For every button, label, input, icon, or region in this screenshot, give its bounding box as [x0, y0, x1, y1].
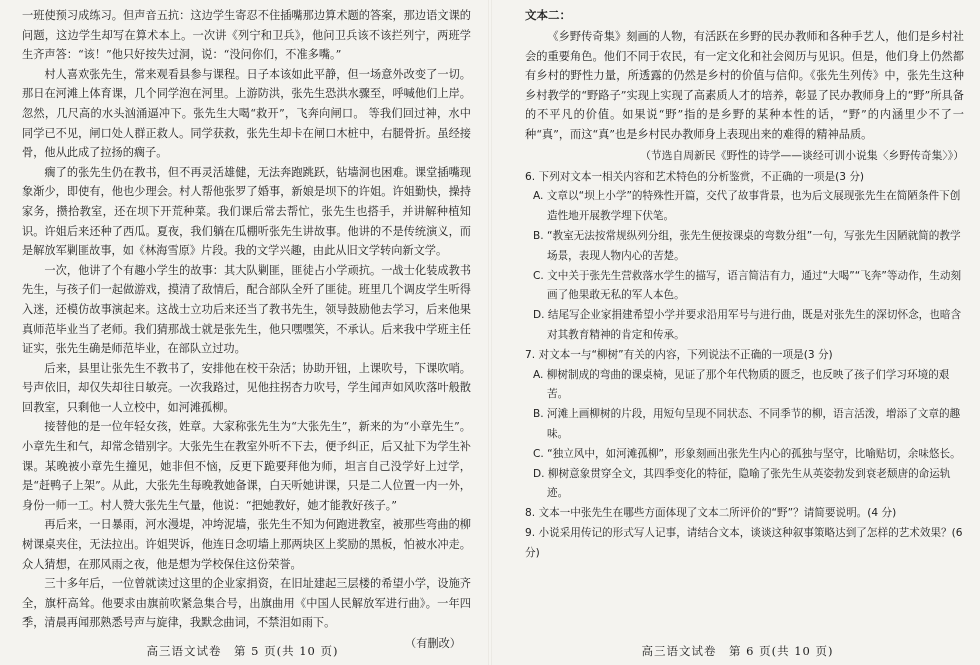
passage-body — [22, 6, 471, 633]
option-a: A. 文章以“坝上小学”的特殊性开篇，交代了故事背景，也为后文展现张先生在简陋条件下创造性地开展教学埋下伏笔。 — [533, 190, 961, 223]
option-d: D. 柳树意象贯穿全文，其四季变化的特征，隐喻了张先生从英姿勃发到衰老颓唐的命运轨迹。 — [533, 467, 951, 500]
page-footer: 高三语文试卷 第 6 页(共 10 页) — [641, 644, 834, 658]
passage-paragraph: 一班使预习成练习。但声音五抗：这边学生寄忍不住插嘴那边算术题的答案，那边语文课的问题，这边学生却写在算术本上。一次讲《列宁和卫兵》，他问卫兵该不该拦列宁，两班学生齐声答：“该！”他只好按失过洞，说：“没问你们，不准多嘴。” — [22, 9, 471, 62]
question-stem: 7. 对文本一与“柳树”有关的内容，下列说法不正确的一项是(3 分) — [525, 348, 833, 361]
passage-paragraph: 村人喜欢张先生，常来观看县参与课程。日子本该如此平静，但一场意外改变了一切。那日在河滩上体育课，几个同学泡在河里。上游防洪，张先生恐洪水骤至，呼喊他们上岸。忽然，几尺高的水头汹涌逼冲下。张先生大喝“救开”，飞奔向闸口。 等我们回过神，水中同学已不见，闸口处人群正救人。同学获救，张先生却卡在闸口木桩中，右腿骨折。虽经接骨，他从此成了拉扬的瘸子。 — [22, 67, 471, 160]
passage-paragraph: 后来，县里让张先生不教书了，安排他在校干杂活；协助开钮，上课吹号，下课吹哨。号声依旧，却仅失却往日敏亮。一次我路过，见他拄拐杏力吹号，学生闻声如风吹落叶般散回教室，只剩他一人立校中，如河滩孤柳。 — [22, 361, 471, 414]
question-stem: 6. 下列对文本一相关内容和艺术特色的分析鉴赏，不正确的一项是(3 分) — [525, 170, 865, 183]
exam-page-6 — [495, 0, 980, 665]
question-7 — [525, 346, 964, 504]
option-b: B. “教室无法按常规纵列分组，张先生便按课桌的弯数分组”一句，写张先生因陋就简的教学场景，表现人物内心的苦楚。 — [533, 229, 961, 262]
text-two-heading: 文本二： — [525, 8, 571, 22]
passage-paragraph: 再后来，一日暴雨，河水漫堤，冲垮泥墙，张先生不知为何跑进教室，被那些弯曲的柳树课桌夹住，无法拉出。许姐哭诉，他连日念叨墙上那两块区上奖励的黑板，怕被水冲走。众人猜想，在那风雨之夜，他是想为学校保住这份荣誉。 — [22, 518, 471, 571]
page-footer: 高三语文试卷 第 5 页(共 10 页) — [146, 644, 339, 658]
exam-page-5 — [0, 0, 485, 665]
option-a: A. 柳树制成的弯曲的课桌椅，见证了那个年代物质的匮乏，也反映了孩子们学习环境的艰苦。 — [533, 368, 950, 401]
option-b: B. 河滩上画柳树的片段，用短句呈现不同状态、不同季节的柳，语言活泼，增添了文章的趣味。 — [533, 408, 961, 440]
question-8: 8. 文本一中张先生在哪些方面体现了文本二所评价的“野”？请简要说明。(4 分) — [525, 507, 897, 520]
page-gutter — [488, 0, 492, 665]
text-two-attribution: （节选自周新民《野性的诗学——谈经可训小说集〈乡野传奇集〉》） — [640, 148, 964, 162]
question-9: 9. 小说采用传记的形式写人记事，请结合文本，谈谈这种叙事策略达到了怎样的艺术效果？(6 分) — [525, 526, 963, 559]
text-two-paragraph: 《乡野传奇集》刻画的人物，有活跃在乡野的民办教师和各种手艺人，他们是乡村社会的重要角色。他们不同于农民，有一定文化和社会阅历与见识。但是，他们身上仍然都有乡村的野性力量，所透露的仍然是乡村的价值与信仰。《张先生列传》中，张先生这种乡村教学的“野路子”实现上实现了高素质人才的培养，彰显了民办教师身上的“野”所具备的不平凡的价值。如果说“野”指的是乡野的某种本性的话，“野”的内涵里少不了一种“真”，而这“真”也是乡村民办教师身上表现出来的难得的精神品质。 — [525, 30, 964, 141]
option-c: C. “独立风中，如河滩孤柳”，形象刻画出张先生内心的孤独与坚守，比喻贴切，余味悠长。 — [533, 447, 961, 460]
passage-paragraph: 接替他的是一位年轻女孩，姓章。大家称张先生为“大张先生”，新来的为“小章先生”。小章先生和气，却常念错别字。大张先生在教室外听不下去，便予纠正，后又扯下为学生补课。某晚被小章先生撞见，她非但不恼，反更下跪要拜他为师，坦言自己没学好上过学，是“赶鸭子上架”。从此，大张先生每晚教她备课，白天听她讲课，只是二人位置一内一外，身份一师一工。村人赞大张先生气量，他说：“把她教好，她才能教好孩子。” — [22, 420, 471, 512]
source-note: （有删改） — [405, 637, 461, 650]
option-c: C. 文中关于张先生营救落水学生的描写，语言简洁有力，通过“大喝”“飞奔”等动作，生动刻画了他果敢无私的军人本色。 — [533, 269, 962, 302]
question-6 — [525, 168, 964, 346]
option-d: D. 结尾写企业家捐建希望小学并要求沿用军号与进行曲，既是对张先生的深切怀念，也暗含对其教育精神的肯定和传承。 — [533, 309, 962, 341]
passage-paragraph: 三十多年后，一位曾就读过这里的企业家捐资，在旧址建起三层楼的希望小学，设施齐全，旗杆高耸。他要求由旗前吹紧急集合号，出旗曲用《中国人民解放军进行曲》。一年四季，清晨再闻那熟悉号声与旋律，我默念曲词，不禁泪如雨下。 — [22, 577, 471, 630]
passage-paragraph: 瘸了的张先生仍在教书，但不再灵活雄健，无法奔跑跳跃，钻墙洞也困难。课堂插嘴现象渐少，即使有，他也少理会。村人帮他张罗了婚事，新娘是坝下的许姐。许姐勤快，操持家务，攒拾教室，还在坝下开荒种菜。我们课后常去帮忙，张先生也搭手，并讲解种植知识。许姐后来还种了西瓜。夏夜，我们躺在瓜棚听张先生讲故事。他讲的不是传统演义，而是解放军剿匪故事，如《林海雪原》片段。我的文学兴趣，由此从旧文学转向新文学。 — [22, 165, 471, 258]
passage-paragraph: 一次，他讲了个有趣小学生的故事：其大队剿匪，匪徒占小学顽抗。一战士化装成教书先生，与孩子们一起做游戏，摸清了敌情后，配合部队全歼了匪徒。班里几个调皮学生听得入迷，还模仿故事演起来。这战士立功后来还当了教书先生，领导鼓励他去学习，后来他果真师范毕业当了老师。我们猜那战士就是张先生，他只嘿嘿笑，不承认。后来我中学班主任证实，张先生确是师范毕业，在部队立过功。 — [22, 263, 471, 356]
